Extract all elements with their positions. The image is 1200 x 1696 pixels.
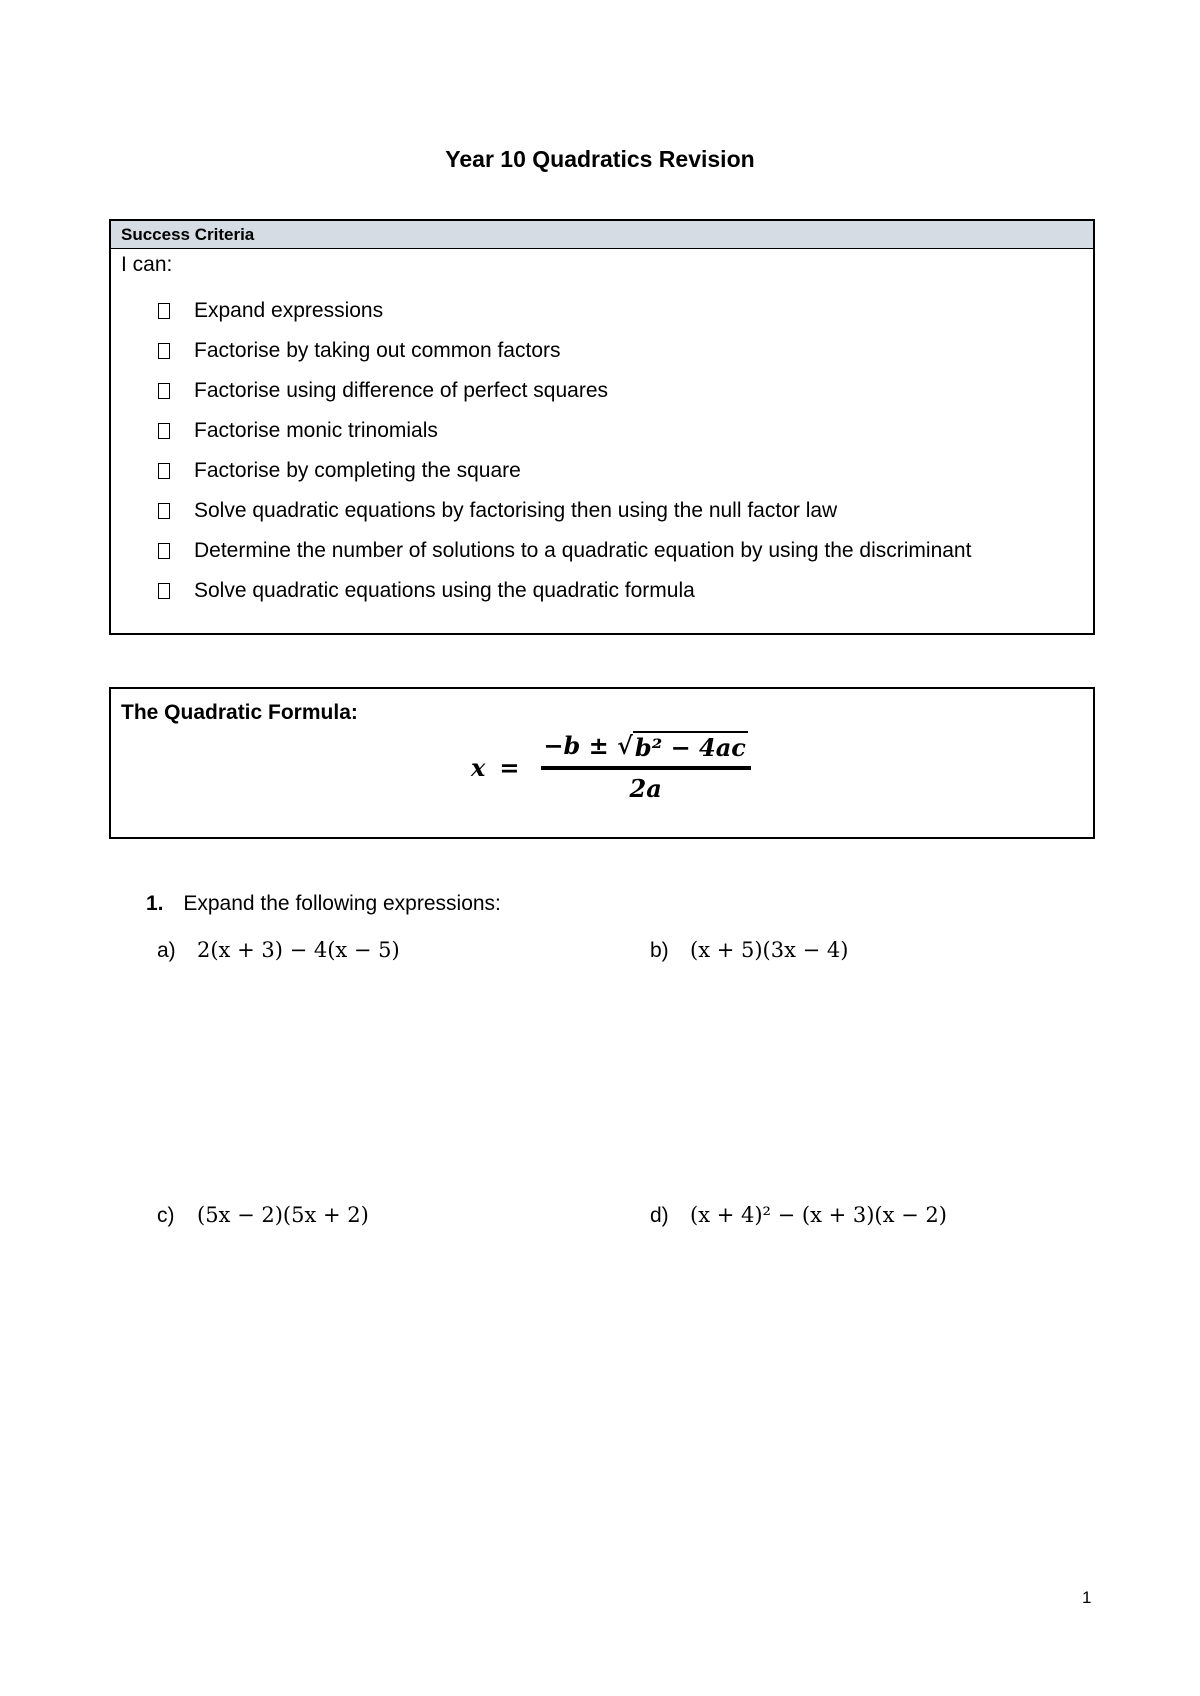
question-part-d [650,1203,947,1228]
part-label: a) [157,939,176,962]
criteria-text: Solve quadratic equations using the quadratic formula [194,579,695,602]
formula-equals: = [499,752,520,782]
checkbox-icon[interactable] [158,343,170,359]
checkbox-icon[interactable] [158,423,170,439]
criteria-text: Factorise by taking out common factors [194,339,561,362]
checkbox-icon[interactable] [158,503,170,519]
success-criteria-header: Success Criteria [111,221,1093,249]
part-expression: (x + 4)² − (x + 3)(x − 2) [690,1203,947,1227]
radical-icon: √ [617,731,633,760]
criteria-item [111,411,1093,451]
numerator-prefix: −b ± [543,731,618,760]
quadratic-formula [471,731,754,803]
criteria-item [111,451,1093,491]
question-part-a [157,938,400,963]
formula-lhs: x [471,752,486,782]
checkbox-icon[interactable] [158,303,170,319]
question-part-c [157,1203,369,1228]
question-number: 1. [146,892,164,915]
formula-radicand: b² − 4ac [634,733,746,762]
formula-numerator [537,731,753,766]
criteria-item [111,331,1093,371]
formula-sqrt [617,731,748,762]
quadratic-formula-box [109,687,1095,839]
success-criteria-intro: I can: [121,253,173,276]
part-expression: (5x − 2)(5x + 2) [197,1203,369,1227]
part-expression: (x + 5)(3x − 4) [690,938,849,962]
criteria-text: Factorise monic trinomials [194,419,438,442]
success-criteria-list [111,291,1093,611]
checkbox-icon[interactable] [158,383,170,399]
criteria-item [111,531,1093,571]
success-criteria-box [109,219,1095,635]
part-label: d) [650,1204,669,1227]
criteria-text: Solve quadratic equations by factorising then using the null factor law [194,499,838,522]
question-part-b [650,938,848,963]
criteria-text: Factorise by completing the square [194,459,521,482]
question-prompt: Expand the following expressions: [183,892,501,915]
part-label: b) [650,939,669,962]
criteria-item [111,491,1093,531]
criteria-text: Factorise using difference of perfect squares [194,379,609,402]
part-label: c) [157,1204,175,1227]
part-expression: 2(x + 3) − 4(x − 5) [197,938,400,962]
criteria-text: Expand expressions [194,299,384,322]
checkbox-icon[interactable] [158,463,170,479]
criteria-item [111,291,1093,331]
checkbox-icon[interactable] [158,543,170,559]
formula-label: The Quadratic Formula: [121,701,358,724]
page-number: 1 [1082,1588,1092,1607]
formula-fraction [537,731,753,803]
criteria-item [111,571,1093,611]
formula-denominator: 2a [629,774,662,803]
criteria-item [111,371,1093,411]
page-title: Year 10 Quadratics Revision [445,146,755,172]
checkbox-icon[interactable] [158,583,170,599]
criteria-text: Determine the number of solutions to a quadratic equation by using the discriminant [194,539,972,562]
question-1 [146,892,501,916]
